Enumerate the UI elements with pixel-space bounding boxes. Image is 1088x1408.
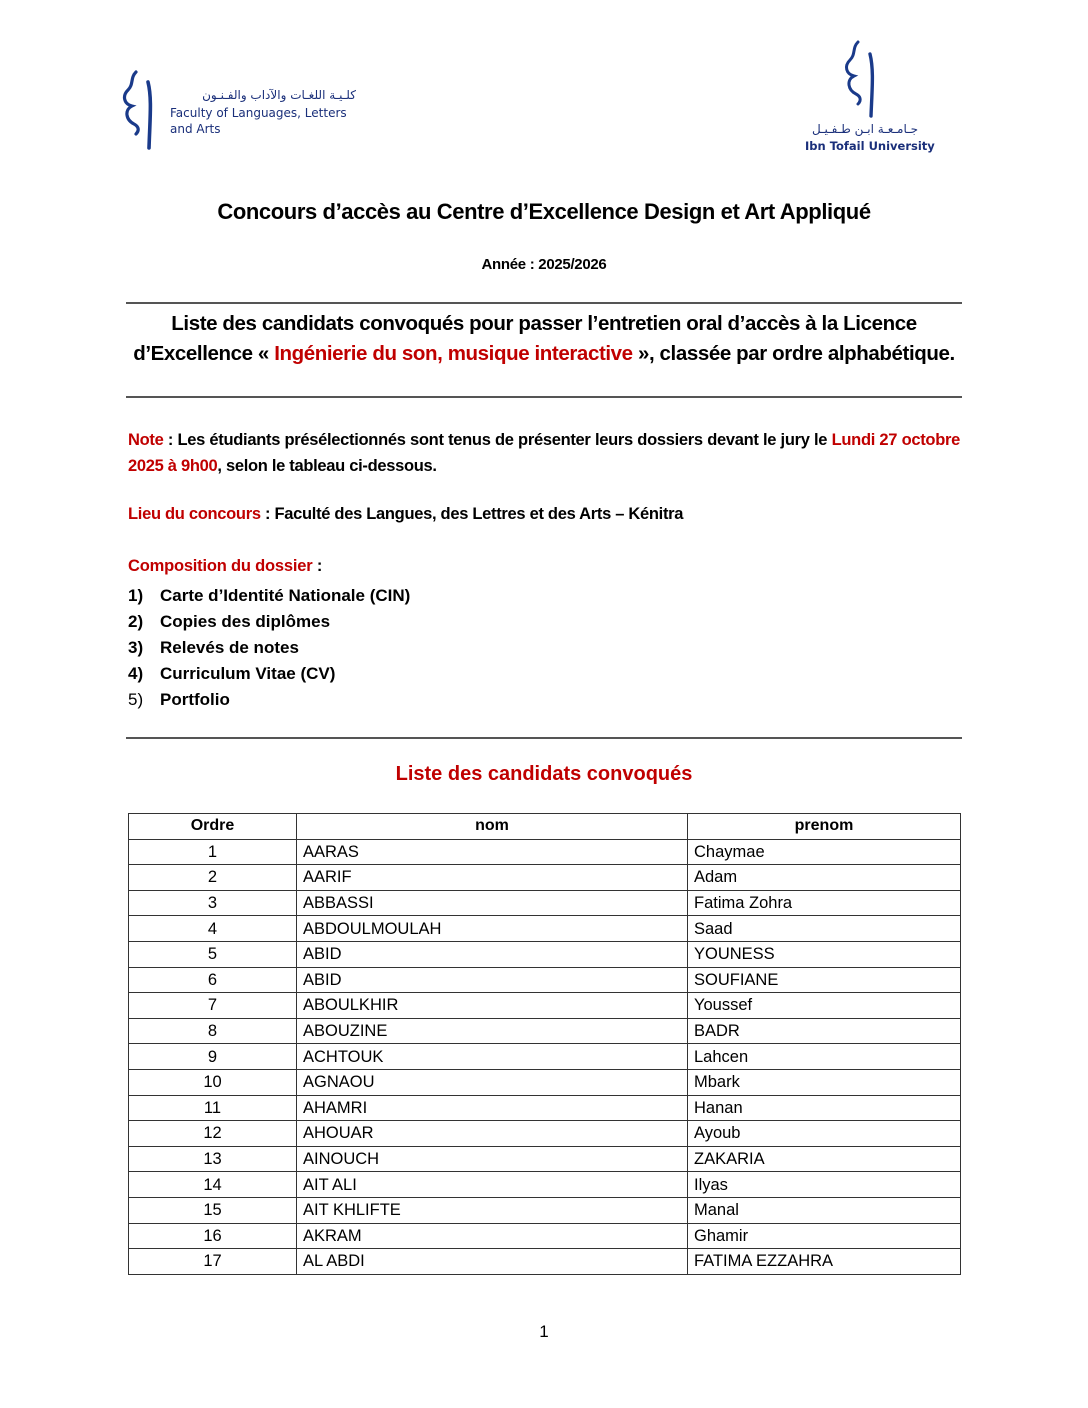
candidates-table (128, 813, 961, 1275)
dossier-item (128, 609, 410, 635)
table-row (129, 1146, 961, 1172)
cell-prenom: Mbark (688, 1069, 961, 1095)
note-paragraph (128, 427, 960, 479)
cell-prenom: Ghamir (688, 1223, 961, 1249)
university-name-arabic: جـامـعـة ابـن طـفـيـل (811, 122, 919, 136)
cell-nom: ACHTOUK (297, 1044, 688, 1070)
cell-prenom: Youssef (688, 993, 961, 1019)
table-header-row (129, 814, 961, 840)
cell-prenom: Saad (688, 916, 961, 942)
cell-nom: AARIF (297, 865, 688, 891)
cell-ordre: 10 (129, 1069, 297, 1095)
divider-bottom (126, 396, 962, 398)
table-row (129, 916, 961, 942)
item-text: Relevés de notes (160, 638, 299, 657)
university-logo (800, 38, 940, 156)
subtitle-text-1: Liste des candidats convoqués pour passer l’entretien oral d’accès à la Licence d’Excellence « (133, 312, 917, 365)
faculty-name-english-line2: and Arts (170, 122, 221, 136)
cell-nom: AINOUCH (297, 1146, 688, 1172)
cell-ordre: 16 (129, 1223, 297, 1249)
cell-nom: ABID (297, 941, 688, 967)
item-number: 2) (128, 612, 144, 631)
table-row (129, 1172, 961, 1198)
faculty-name-arabic: كلـيـة اللغـات والآداب والفـنـون (202, 88, 356, 102)
dossier-item (128, 583, 410, 609)
cell-nom: AARAS (297, 839, 688, 865)
cell-ordre: 3 (129, 890, 297, 916)
table-row (129, 941, 961, 967)
cell-nom: ABBASSI (297, 890, 688, 916)
cell-ordre: 2 (129, 865, 297, 891)
divider-top (126, 302, 962, 304)
table-row (129, 967, 961, 993)
university-name-english: Ibn Tofail University (805, 139, 935, 153)
cell-nom: AHOUAR (297, 1121, 688, 1147)
cell-nom: AL ABDI (297, 1249, 688, 1275)
cell-prenom: SOUFIANE (688, 967, 961, 993)
cell-prenom: Lahcen (688, 1044, 961, 1070)
cell-prenom: BADR (688, 1018, 961, 1044)
university-emblem-icon (840, 38, 880, 118)
cell-nom: ABDOULMOULAH (297, 916, 688, 942)
dossier-composition-heading (128, 557, 322, 576)
item-text: Carte d’Identité Nationale (CIN) (160, 586, 411, 605)
page-number: 1 (539, 1322, 549, 1341)
table-row (129, 993, 961, 1019)
column-header-prenom: prenom (688, 814, 961, 840)
dossier-item (128, 635, 410, 661)
cell-nom: ABID (297, 967, 688, 993)
cell-nom: ABOUZINE (297, 1018, 688, 1044)
note-text-2: , selon le tableau ci-dessous. (217, 457, 437, 475)
composition-colon: : (312, 557, 323, 575)
faculty-emblem-icon (120, 68, 156, 152)
cell-nom: AGNAOU (297, 1069, 688, 1095)
cell-ordre: 1 (129, 839, 297, 865)
academic-year: Année : 2025/2026 (481, 256, 607, 273)
dossier-items-list (128, 583, 410, 713)
table-row (129, 1121, 961, 1147)
cell-nom: ABOULKHIR (297, 993, 688, 1019)
item-number: 1) (128, 586, 144, 605)
cell-prenom: FATIMA EZZAHRA (688, 1249, 961, 1275)
item-text: Curriculum Vitae (CV) (160, 664, 336, 683)
table-row (129, 1018, 961, 1044)
table-row (129, 865, 961, 891)
table-row (129, 839, 961, 865)
column-header-nom: nom (297, 814, 688, 840)
cell-ordre: 14 (129, 1172, 297, 1198)
cell-prenom: ZAKARIA (688, 1146, 961, 1172)
cell-prenom: YOUNESS (688, 941, 961, 967)
cell-nom: AKRAM (297, 1223, 688, 1249)
cell-prenom: Ilyas (688, 1172, 961, 1198)
cell-nom: AHAMRI (297, 1095, 688, 1121)
table-row (129, 1249, 961, 1275)
cell-nom: AIT KHLIFTE (297, 1197, 688, 1223)
cell-ordre: 15 (129, 1197, 297, 1223)
dossier-item (128, 687, 410, 713)
cell-ordre: 12 (129, 1121, 297, 1147)
cell-ordre: 7 (129, 993, 297, 1019)
note-date: Lundi 27 octobre 2025 à 9h00 (128, 431, 960, 475)
document-title: Concours d’accès au Centre d’Excellence Design et Art Appliqué (217, 199, 871, 224)
cell-ordre: 17 (129, 1249, 297, 1275)
cell-prenom: Adam (688, 865, 961, 891)
cell-nom: AIT ALI (297, 1172, 688, 1198)
composition-label: Composition du dossier (128, 557, 313, 575)
cell-ordre: 4 (129, 916, 297, 942)
item-number: 5) (128, 690, 144, 709)
faculty-name-english-line1: Faculty of Languages, Letters (170, 106, 347, 120)
table-row (129, 1069, 961, 1095)
divider-section (126, 737, 962, 739)
table-row (129, 1223, 961, 1249)
cell-ordre: 11 (129, 1095, 297, 1121)
note-label: Note (128, 431, 164, 449)
list-subtitle (126, 309, 962, 369)
item-number: 3) (128, 638, 144, 657)
cell-prenom: Fatima Zohra (688, 890, 961, 916)
cell-ordre: 6 (129, 967, 297, 993)
dossier-item (128, 661, 410, 687)
location-text: : Faculté des Langues, des Lettres et des Arts – Kénitra (260, 505, 684, 523)
subtitle-text-2: », classée par ordre alphabétique. (632, 342, 955, 365)
cell-prenom: Chaymae (688, 839, 961, 865)
item-text: Portfolio (160, 690, 230, 709)
column-header-ordre: Ordre (129, 814, 297, 840)
table-row (129, 890, 961, 916)
item-number: 4) (128, 664, 144, 683)
cell-prenom: Manal (688, 1197, 961, 1223)
faculty-logo (120, 68, 370, 154)
note-text-1: : Les étudiants présélectionnés sont tenus de présenter leurs dossiers devant le jury le (163, 431, 832, 449)
cell-ordre: 5 (129, 941, 297, 967)
cell-ordre: 9 (129, 1044, 297, 1070)
location-label: Lieu du concours (128, 505, 261, 523)
exam-location (128, 505, 683, 524)
table-body (129, 839, 961, 1274)
cell-ordre: 13 (129, 1146, 297, 1172)
table-row (129, 1095, 961, 1121)
table-row (129, 1044, 961, 1070)
table-row (129, 1197, 961, 1223)
table-title: Liste des candidats convoqués (395, 763, 693, 785)
cell-prenom: Hanan (688, 1095, 961, 1121)
item-text: Copies des diplômes (160, 612, 331, 631)
cell-ordre: 8 (129, 1018, 297, 1044)
cell-prenom: Ayoub (688, 1121, 961, 1147)
program-name: Ingénierie du son, musique interactive (274, 342, 633, 365)
